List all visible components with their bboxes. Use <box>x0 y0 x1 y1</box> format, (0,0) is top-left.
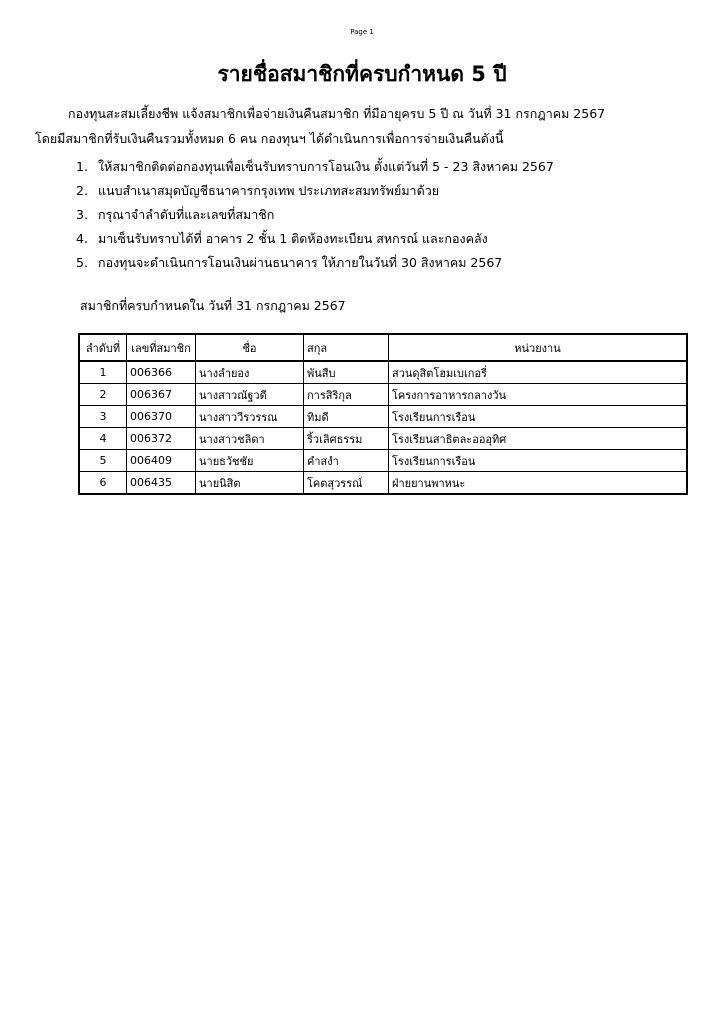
cell-seq: 5 <box>79 450 127 472</box>
cell-surname: พันสืบ <box>304 361 389 384</box>
cell-member-id: 006435 <box>127 472 196 495</box>
cell-seq: 6 <box>79 472 127 495</box>
table-row <box>79 361 687 384</box>
list-item-number: 4. <box>76 231 88 246</box>
document-title: รายชื่อสมาชิกที่ครบกำหนด 5 ปี <box>217 62 507 86</box>
header-unit: หน่วยงาน <box>389 334 688 361</box>
list-item-number: 5. <box>76 255 88 270</box>
list-item <box>76 155 554 179</box>
header-surname: สกุล <box>304 334 389 361</box>
list-item-text: ให้สมาชิกติดต่อกองทุนเพื่อเซ็นรับทราบการโอนเงิน ตั้งแต่วันที่ 5 - 23 สิงหาคม 2567 <box>98 159 554 174</box>
list-item-text: มาเซ็นรับทราบได้ที่ อาคาร 2 ชั้น 1 ติดห้องทะเบียน สหกรณ์ และกองคลัง <box>98 231 488 246</box>
cell-seq: 2 <box>79 384 127 406</box>
cell-name: นายธวัชชัย <box>196 450 304 472</box>
header-member-id: เลขที่สมาชิก <box>127 334 196 361</box>
list-item <box>76 227 554 251</box>
header-seq: ลำดับที่ <box>79 334 127 361</box>
list-item-number: 1. <box>76 159 88 174</box>
cell-member-id: 006367 <box>127 384 196 406</box>
cell-member-id: 006372 <box>127 428 196 450</box>
list-item <box>76 251 554 275</box>
table-header-row <box>79 334 687 361</box>
table-row <box>79 428 687 450</box>
cell-member-id: 006409 <box>127 450 196 472</box>
list-item-number: 2. <box>76 183 88 198</box>
table-row <box>79 450 687 472</box>
list-item <box>76 179 554 203</box>
list-item-text: แนบสำเนาสมุดบัญชีธนาคารกรุงเทพ ประเภทสะสมทรัพย์มาด้วย <box>98 183 440 198</box>
cell-unit: สวนดุสิตโฮมเบเกอรี่ <box>389 361 688 384</box>
cell-name: นางสาวณัฐวดี <box>196 384 304 406</box>
list-item-number: 3. <box>76 207 88 222</box>
table-row <box>79 384 687 406</box>
cell-unit: โรงเรียนสาธิตละอออุทิศ <box>389 428 688 450</box>
cell-seq: 3 <box>79 406 127 428</box>
table-row <box>79 472 687 495</box>
cell-unit: โครงการอาหารกลางวัน <box>389 384 688 406</box>
table-subheading: สมาชิกที่ครบกำหนดใน วันที่ 31 กรกฎาคม 2567 <box>80 298 346 313</box>
cell-surname: คำสงำ <box>304 450 389 472</box>
cell-member-id: 006366 <box>127 361 196 384</box>
cell-name: นางสาววีรวรรณ <box>196 406 304 428</box>
cell-name: นางลำยอง <box>196 361 304 384</box>
cell-surname: การสิริกุล <box>304 384 389 406</box>
cell-seq: 1 <box>79 361 127 384</box>
cell-unit: ฝ่ายยานพาหนะ <box>389 472 688 495</box>
cell-surname: ริ้วเลิศธรรม <box>304 428 389 450</box>
list-item-text: กรุณาจำลำดับที่และเลขที่สมาชิก <box>98 207 275 222</box>
cell-surname: โคตสุวรรณ์ <box>304 472 389 495</box>
cell-name: นายนิสิต <box>196 472 304 495</box>
intro-line-1: กองทุนสะสมเลี้ยงชีพ แจ้งสมาชิกเพื่อจ่ายเงินคืนสมาชิก ที่มีอายุครบ 5 ปี ณ วันที่ 31 กรกฎาคม 2567 <box>68 106 606 121</box>
cell-member-id: 006370 <box>127 406 196 428</box>
table-row <box>79 406 687 428</box>
list-item <box>76 203 554 227</box>
page-label: Page 1 <box>350 28 374 36</box>
list-item-text: กองทุนจะดำเนินการโอนเงินผ่านธนาคาร ให้ภายในวันที่ 30 สิงหาคม 2567 <box>98 255 503 270</box>
members-table <box>78 333 688 495</box>
cell-unit: โรงเรียนการเรือน <box>389 450 688 472</box>
cell-unit: โรงเรียนการเรือน <box>389 406 688 428</box>
cell-seq: 4 <box>79 428 127 450</box>
header-name: ชื่อ <box>196 334 304 361</box>
intro-line-2: โดยมีสมาชิกที่รับเงินคืนรวมทั้งหมด 6 คน กองทุนฯ ได้ดำเนินการเพื่อการจ่ายเงินคืนดังนี้ <box>35 131 504 146</box>
instruction-list <box>76 155 554 275</box>
cell-surname: ทิมดี <box>304 406 389 428</box>
cell-name: นางสาวชลิดา <box>196 428 304 450</box>
